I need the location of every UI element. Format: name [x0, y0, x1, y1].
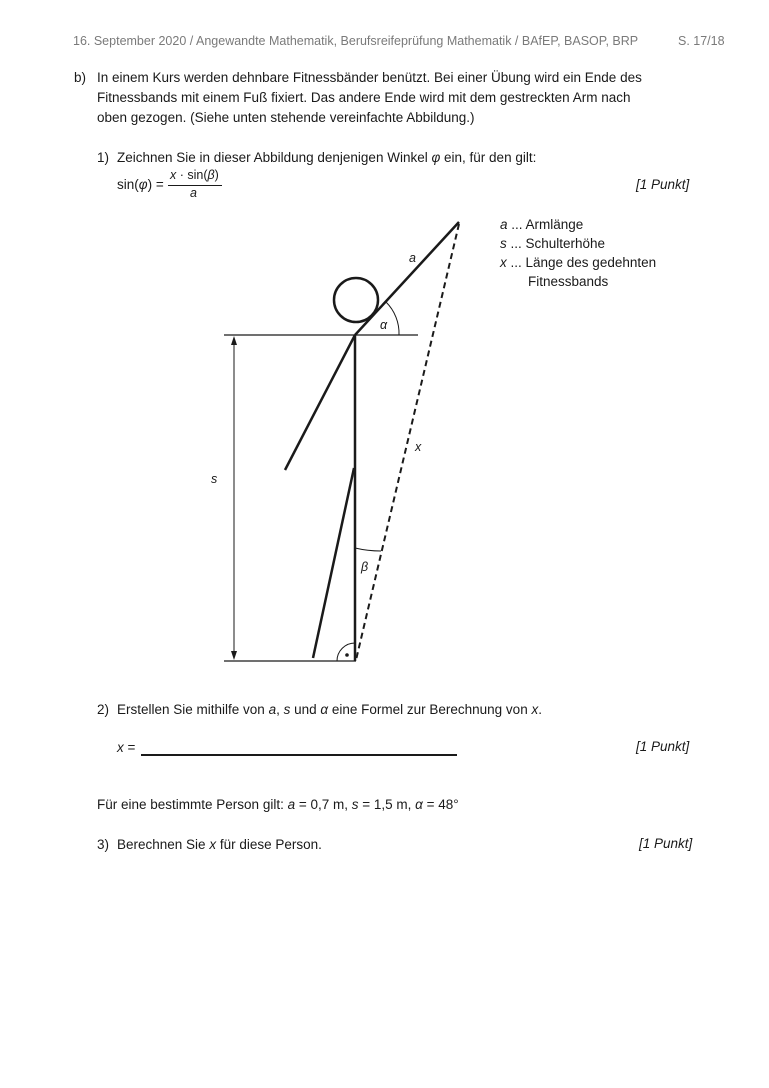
lower-arm: [285, 335, 355, 470]
q2-number: 2): [97, 702, 110, 717]
intro-line-1: In einem Kurs werden dehnbare Fitnessbänder benützt. Bei einer Übung wird ein Ende des: [97, 70, 642, 85]
given-values: Für eine bestimmte Person gilt: a = 0,7 m, s = 1,5 m, α = 48°: [97, 797, 459, 812]
q1-formula-denominator: a: [190, 186, 197, 200]
legend-item-s: s ... Schulterhöhe: [500, 236, 606, 251]
task-label: b): [74, 70, 87, 85]
q2-text: Erstellen Sie mithilfe von a, s und α eine Formel zur Berechnung von x.: [117, 702, 542, 717]
q1-points: [1 Punkt]: [636, 177, 690, 192]
legend-item-x-cont: Fitnessbands: [528, 274, 609, 289]
q2-answer-line[interactable]: [141, 754, 457, 756]
s-arrow-top: [231, 336, 237, 345]
beta-arc: [355, 548, 381, 551]
q1-formula-lhs: sin(φ) =: [117, 177, 164, 192]
fitness-band: [356, 224, 459, 660]
raised-arm: [355, 222, 459, 335]
right-angle-arc: [337, 643, 355, 661]
q1-formula-numerator: x · sin(β): [170, 168, 219, 182]
q2-points: [1 Punkt]: [636, 739, 690, 754]
label-a: a: [409, 251, 416, 265]
legend-item-x: x ... Länge des gedehnten: [500, 255, 657, 270]
q1-number: 1): [97, 150, 110, 165]
alpha-arc: [386, 302, 399, 335]
s-arrow-bottom: [231, 651, 237, 660]
q3-text: Berechnen Sie x für diese Person.: [117, 837, 322, 852]
label-beta: β: [361, 560, 369, 574]
q1-text: Zeichnen Sie in dieser Abbildung denjenigen Winkel φ ein, für den gilt:: [117, 150, 537, 165]
right-angle-dot: [345, 653, 349, 657]
intro-line-2: Fitnessbands mit einem Fuß fixiert. Das andere Ende wird mit dem gestreckten Arm nach: [97, 90, 631, 105]
label-alpha: α: [380, 318, 388, 332]
leg: [313, 468, 354, 658]
intro-line-3: oben gezogen. (Siehe unten stehende vereinfachte Abbildung.): [97, 110, 475, 125]
q3-points: [1 Punkt]: [639, 836, 693, 851]
page-header: 16. September 2020 / Angewandte Mathematik, Berufsreifeprüfung Mathematik / BAfEP, BASOP, BRP: [73, 34, 639, 48]
legend-item-a: a ... Armlänge: [500, 217, 584, 232]
q3-number: 3): [97, 837, 110, 852]
label-x: x: [415, 440, 422, 454]
page-number: S. 17/18: [678, 34, 725, 48]
q2-answer-prefix: x =: [117, 740, 136, 755]
label-s: s: [211, 472, 218, 486]
